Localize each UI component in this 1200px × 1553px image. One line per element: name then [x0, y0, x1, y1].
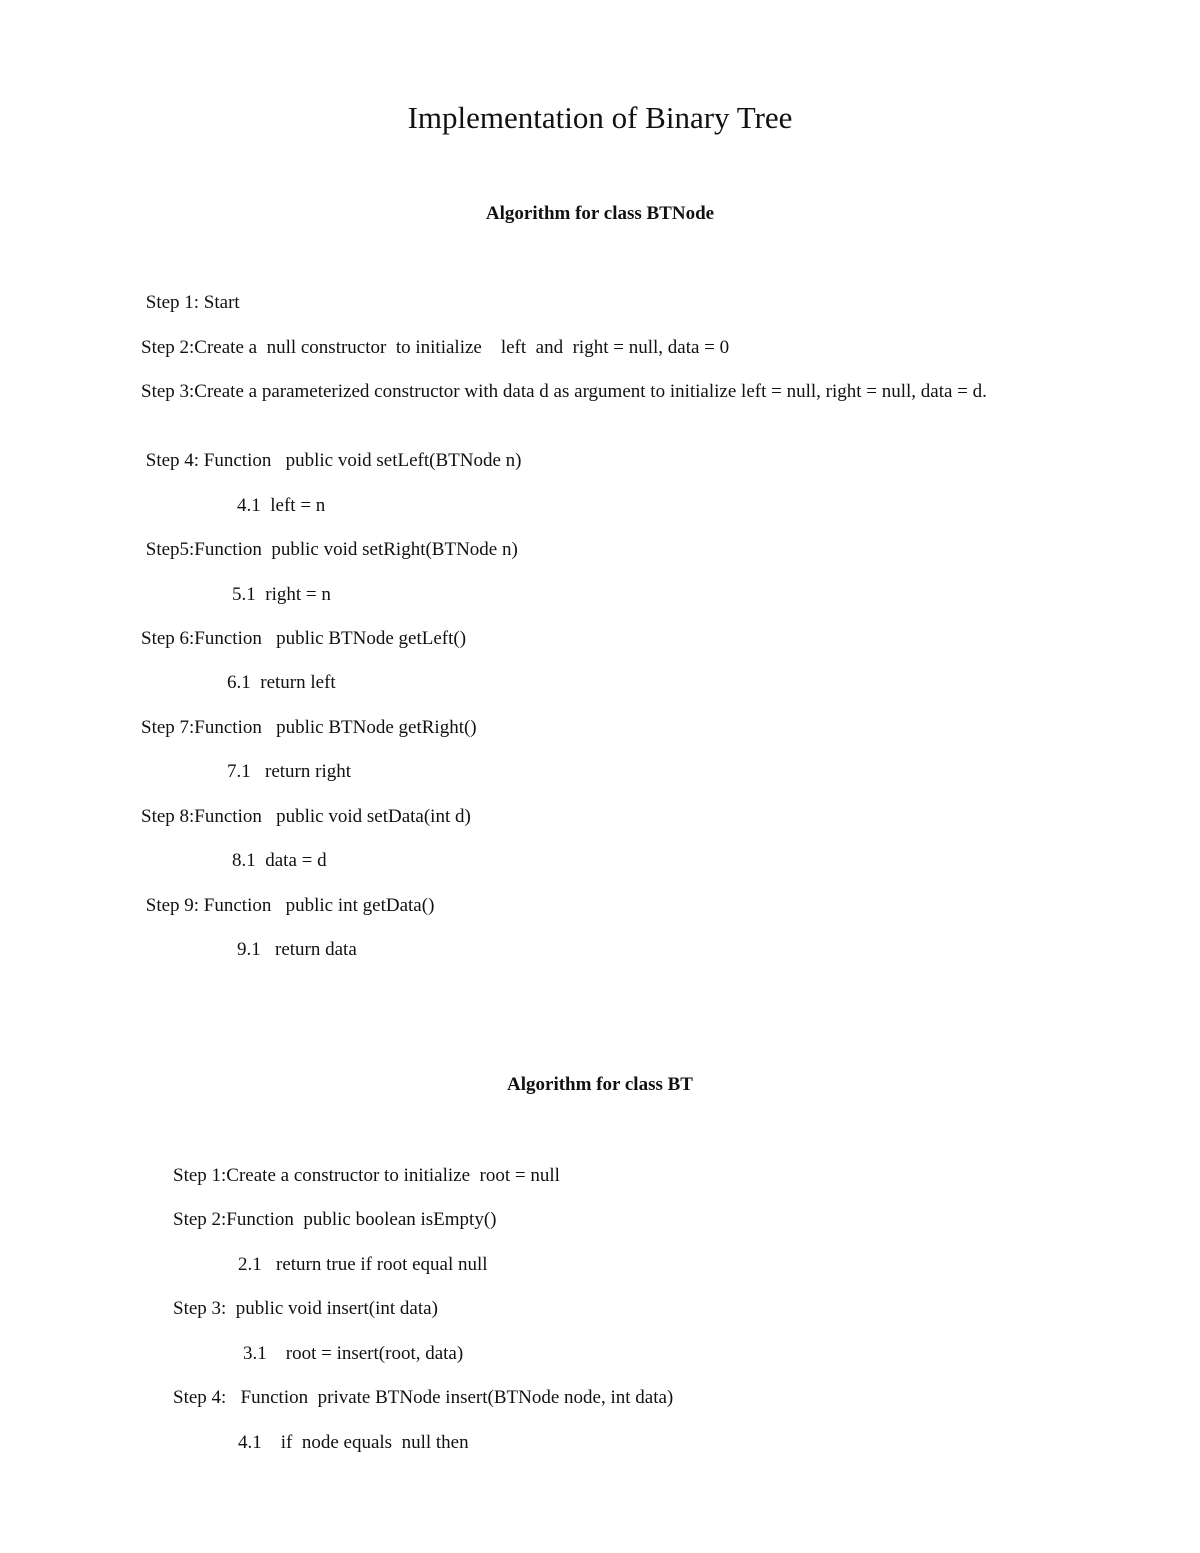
step-line: Step 9: Function public int getData()	[141, 895, 435, 916]
substep-line: 7.1 return right	[227, 761, 352, 782]
substep-line: 4.1 if node equals null then	[238, 1432, 469, 1453]
substep-line: 8.1 data = d	[232, 850, 327, 871]
step-line: Step 3:Create a parameterized constructor with data d as argument to initialize left = null, right = null, data = d.	[141, 381, 987, 402]
step-line: Step 1: Start	[141, 292, 240, 313]
page-title: Implementation of Binary Tree	[407, 100, 793, 135]
substep-line: 3.1 root = insert(root, data)	[243, 1343, 464, 1364]
substep-line: 9.1 return data	[237, 939, 357, 960]
step-line: Step 8:Function public void setData(int d)	[141, 806, 471, 827]
step-line: Step 2:Function public boolean isEmpty()	[173, 1209, 497, 1230]
step-line: Step 1:Create a constructor to initialize root = null	[173, 1165, 560, 1186]
section-heading-btnode: Algorithm for class BTNode	[485, 203, 715, 224]
step-line: Step 4: Function private BTNode insert(BTNode node, int data)	[173, 1387, 674, 1408]
substep-line: 5.1 right = n	[232, 584, 331, 605]
step-line: Step 7:Function public BTNode getRight()	[141, 717, 477, 738]
substep-line: 4.1 left = n	[237, 495, 326, 516]
substep-line: 2.1 return true if root equal null	[238, 1254, 488, 1275]
step-line: Step 3: public void insert(int data)	[173, 1298, 438, 1319]
section-heading-bt: Algorithm for class BT	[507, 1074, 693, 1095]
step-line: Step 6:Function public BTNode getLeft()	[141, 628, 467, 649]
step-line: Step 2:Create a null constructor to initialize left and right = null, data = 0	[141, 337, 730, 358]
step-line: Step5:Function public void setRight(BTNode n)	[141, 539, 518, 560]
step-line: Step 4: Function public void setLeft(BTNode n)	[141, 450, 522, 471]
substep-line: 6.1 return left	[227, 672, 336, 693]
